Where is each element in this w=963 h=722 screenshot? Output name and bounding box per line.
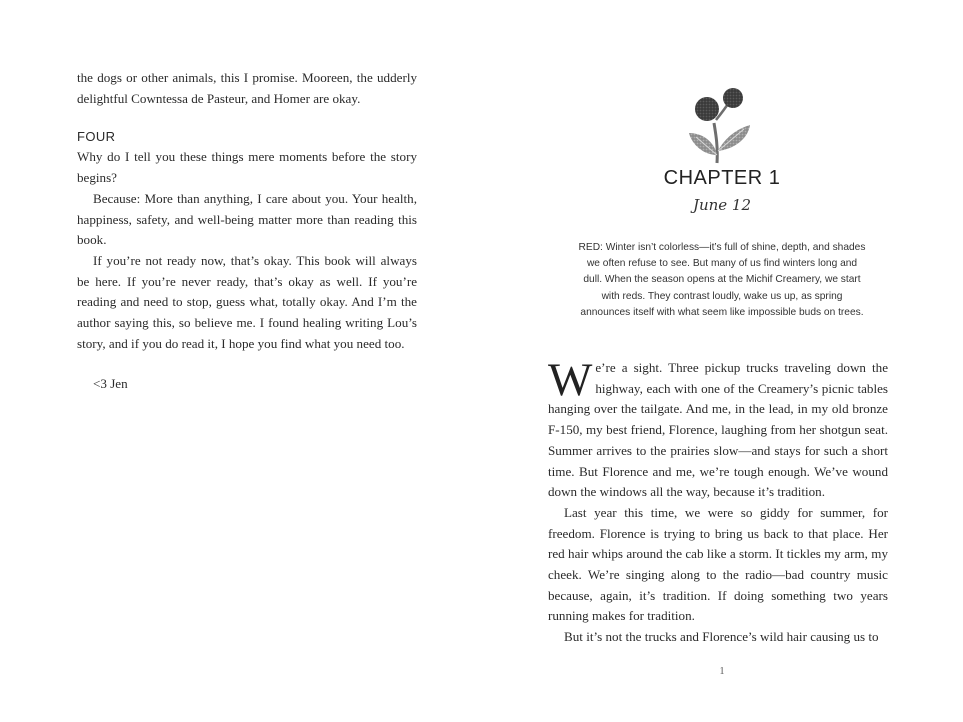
chapter-title: CHAPTER 1 (663, 167, 781, 189)
drop-cap: W (548, 354, 593, 406)
left-text-column (77, 68, 417, 395)
body-paragraph: If you’re not ready now, that’s okay. This book will always be here. If you’re never ready, that’s okay as well. If you’re reading and need to stop, guess what, totally okay. And I’m the author saying this, so believe me. I found healing writing Lou’s story, and if you do read it, I hope you find what you need too. (77, 252, 417, 351)
left-page (0, 0, 481, 722)
body-paragraph: the dogs or other animals, this I promise. Mooreen, the udderly delightful Cowntessa de Pasteur, and Homer are okay. (77, 70, 417, 106)
body-paragraph: Last year this time, we were so giddy for summer, for freedom. Florence is trying to bring us back to that place. Her red hair whips around the cab like a storm. It tickles my arm, my cheek. We’re singing along to the radio—bad country music because, again, it’s tradition. If doing something two years running makes for tradition. (548, 504, 888, 624)
chapter-date: June 12 (692, 196, 752, 214)
flower-sprig-icon (684, 85, 758, 167)
author-signoff: <3 Jen (93, 376, 128, 392)
page-number: 1 (719, 666, 725, 677)
opening-paragraph (548, 354, 888, 503)
chapter-epigraph: RED: Winter isn’t colorless—it’s full of shine, depth, and shades we often refuse to see. But many of us find winters long and dull. When the season opens at the Michif Creamery, we start with reds. They contrast loudly, wake us up, as spring announces itself with what seem like impossible buds on trees. (578, 242, 866, 318)
body-paragraph: Because: More than anything, I care about you. Your health, happiness, safety, and well-being matter more than reading this book. (77, 190, 417, 248)
right-page (481, 0, 963, 722)
body-paragraph: Why do I tell you these things mere moments before the story begins? (77, 149, 417, 186)
right-text-column (548, 354, 888, 648)
section-heading: FOUR (77, 129, 116, 145)
opening-paragraph-text: e’re a sight. Three pickup trucks traveling down the highway, each with one of the Creamery’s picnic tables hanging over the tailgate. And me, in the lead, in my old bronze F-150, my best friend, Florence, laughing from her shotgun seat. Summer arrives to the prairies slow—and stays for such a short time. But Florence and me, we’re tough enough. We’ve wound down the windows all the way, because it’s tradition. (548, 360, 888, 500)
body-paragraph: But it’s not the trucks and Florence’s wild hair causing us to (564, 629, 879, 645)
